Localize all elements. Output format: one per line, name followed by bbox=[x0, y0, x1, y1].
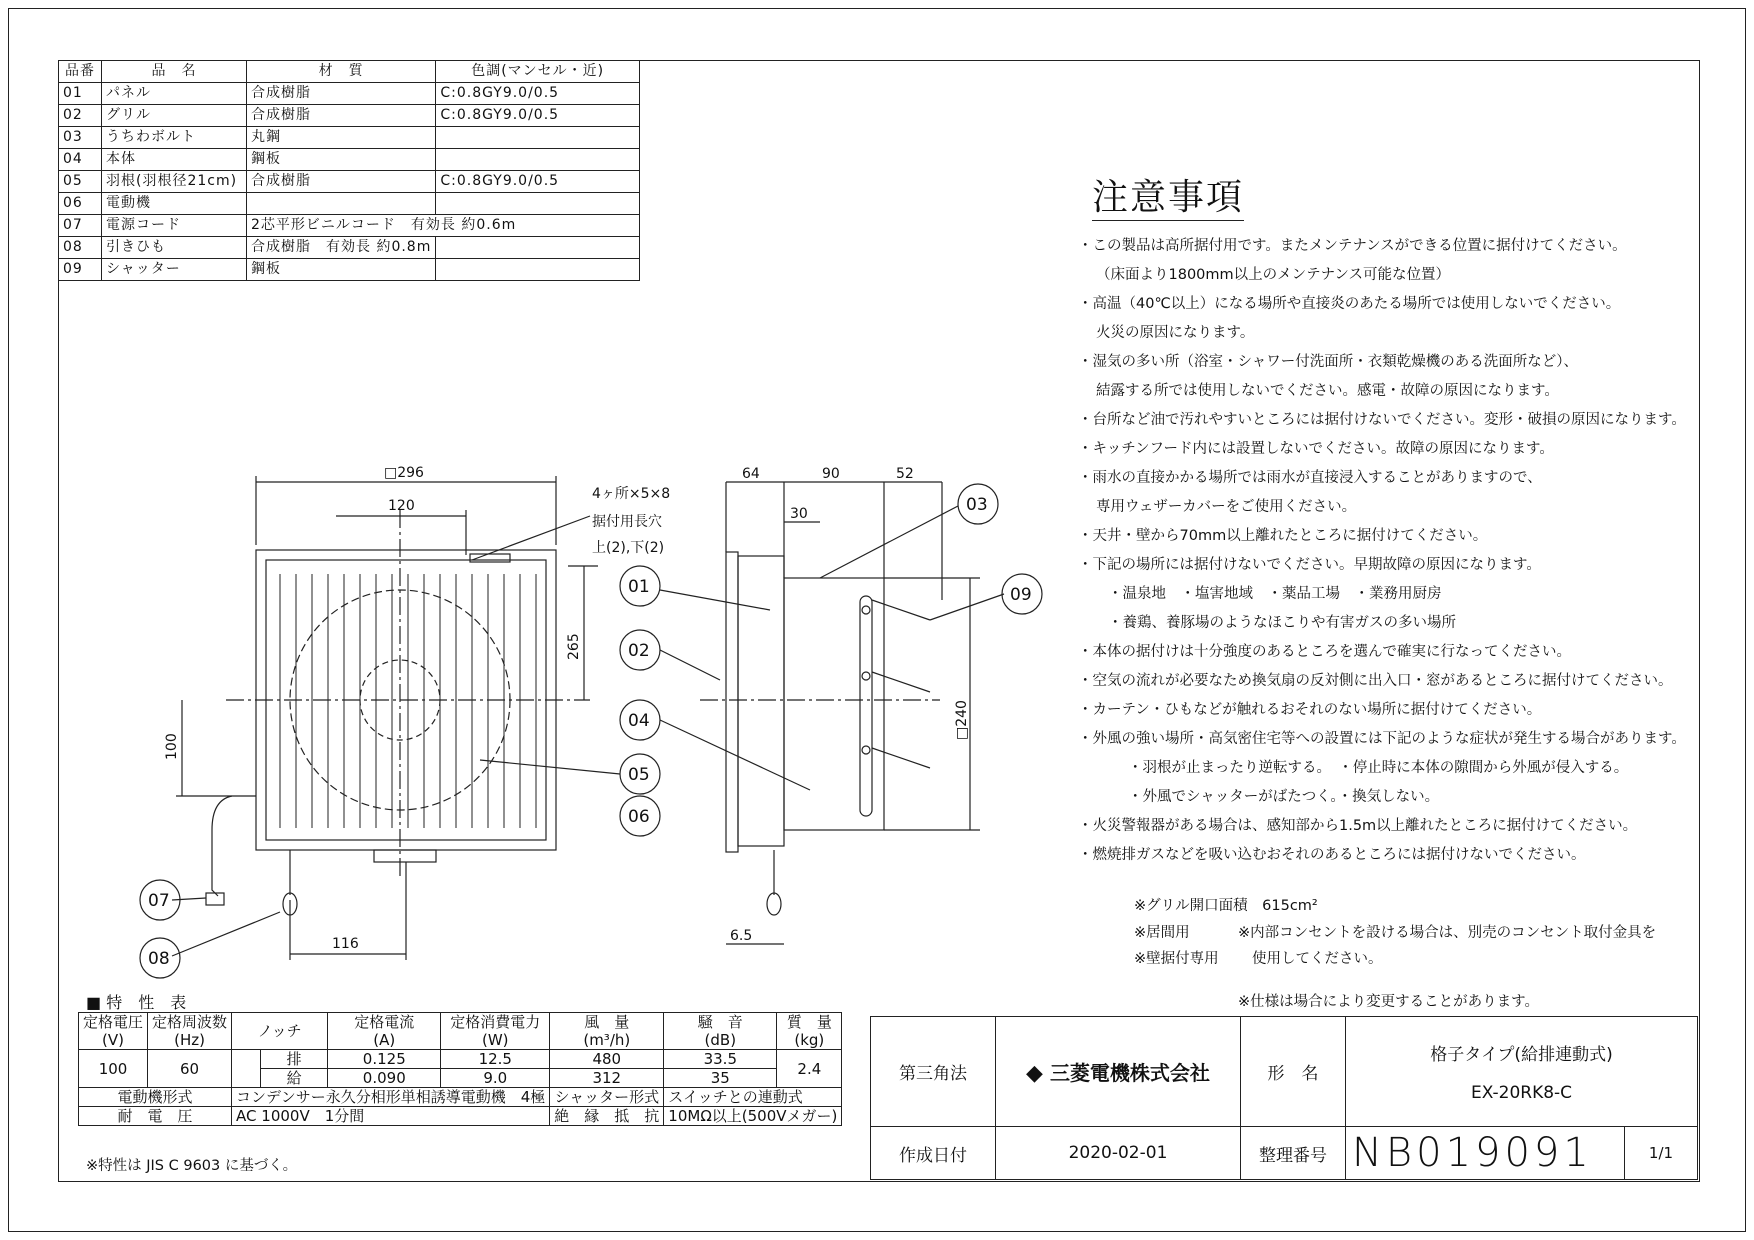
part-name: 電源コード bbox=[102, 215, 247, 237]
dim-52: 52 bbox=[896, 466, 914, 482]
note-line: ・台所など油で汚れやすいところには据付けないでください。変形・破損の原因になります。 bbox=[1078, 412, 1686, 428]
part-name: 本体 bbox=[102, 149, 247, 171]
part-material: 鋼板 bbox=[247, 149, 436, 171]
power-cord bbox=[212, 796, 256, 896]
note-line: ・燃焼排ガスなどを吸い込むおそれのあるところには据付けないでください。 bbox=[1078, 847, 1586, 863]
part-no: 02 bbox=[59, 105, 102, 127]
part-name: グリル bbox=[102, 105, 247, 127]
air-supply: 312 bbox=[550, 1069, 664, 1088]
outlet-note-2: 使用してください。 bbox=[1252, 951, 1383, 967]
note-line: 火災の原因になります。 bbox=[1096, 325, 1255, 341]
balloon-01: 01 bbox=[628, 577, 650, 597]
current-supply: 0.090 bbox=[328, 1069, 441, 1088]
voltage-value: 100 bbox=[79, 1050, 148, 1088]
part-material: 2芯平形ビニルコード 有効長 約0.6m bbox=[247, 215, 640, 237]
current-exhaust: 0.125 bbox=[328, 1050, 441, 1069]
dim-296: □296 bbox=[384, 465, 424, 481]
side-slot bbox=[860, 596, 872, 816]
h-power: 定格消費電力 (W) bbox=[441, 1013, 550, 1050]
dim-6-5: 6.5 bbox=[730, 928, 753, 944]
part-color: C:0.8GY9.0/0.5 bbox=[436, 105, 640, 127]
date-label: 作成日付 bbox=[871, 1127, 996, 1180]
hole-note-line2: 据付用長穴 bbox=[592, 514, 662, 530]
spec-title: ■ 特 性 表 bbox=[86, 993, 187, 1012]
part-no: 03 bbox=[59, 127, 102, 149]
dim-64: 64 bbox=[742, 466, 760, 482]
shutter-blade-1 bbox=[872, 600, 930, 620]
shutter-label: シャッター形式 bbox=[550, 1088, 664, 1107]
header-part-name: 品 名 bbox=[102, 61, 247, 83]
part-material: 合成樹脂 bbox=[247, 105, 436, 127]
side-screw-3 bbox=[862, 746, 870, 754]
insulation-value: 10MΩ以上(500Vメガー) bbox=[664, 1107, 842, 1126]
part-no: 05 bbox=[59, 171, 102, 193]
product-name: 格子タイプ(給排連動式) bbox=[1430, 1045, 1613, 1065]
side-panel bbox=[726, 552, 738, 852]
note-line: ・この製品は高所据付用です。またメンテナンスができる位置に据付けてください。 bbox=[1078, 238, 1627, 254]
leader-01 bbox=[660, 590, 770, 610]
part-material: 合成樹脂 bbox=[247, 83, 436, 105]
jis-note: ※特性は JIS C 9603 に基づく。 bbox=[86, 1158, 298, 1174]
dim-100: 100 bbox=[164, 733, 180, 760]
leader-08 bbox=[172, 912, 280, 956]
balloon-04: 04 bbox=[628, 711, 650, 731]
power-exhaust: 12.5 bbox=[441, 1050, 550, 1069]
living-room-note: ※居間用 bbox=[1134, 925, 1190, 941]
part-name: 羽根(羽根径21cm) bbox=[102, 171, 247, 193]
h-freq: 定格周波数 (Hz) bbox=[148, 1013, 232, 1050]
note-line: ・羽根が止まったり逆転する。 ・停止時に本体の隙間から外風が侵入する。 bbox=[1128, 760, 1629, 776]
mass-value: 2.4 bbox=[777, 1050, 842, 1088]
projection-label: 第三角法 bbox=[871, 1017, 996, 1127]
notch-supply: 給 bbox=[261, 1069, 328, 1088]
outlet-note-1: ※内部コンセントを設ける場合は、別売のコンセント取付金具を bbox=[1238, 925, 1657, 941]
h-air: 風 量 (m³/h) bbox=[550, 1013, 664, 1050]
noise-exhaust: 33.5 bbox=[664, 1050, 777, 1069]
header-color: 色調(マンセル・近) bbox=[436, 61, 640, 83]
balloon-03: 03 bbox=[966, 495, 988, 515]
side-grill bbox=[738, 556, 784, 846]
header-part-no: 品番 bbox=[59, 61, 102, 83]
wall-mount-note: ※壁据付専用 bbox=[1134, 951, 1219, 967]
part-no: 07 bbox=[59, 215, 102, 237]
note-line: ・養鶏、養豚場のようなほこりや有害ガスの多い場所 bbox=[1108, 615, 1456, 631]
part-no: 06 bbox=[59, 193, 102, 215]
side-pull-knob bbox=[767, 893, 781, 915]
power-supply: 9.0 bbox=[441, 1069, 550, 1088]
h-current: 定格電流 (A) bbox=[328, 1013, 441, 1050]
sheet-number: 1/1 bbox=[1625, 1127, 1698, 1180]
notch-exhaust: 排 bbox=[261, 1050, 328, 1069]
product-model bbox=[1346, 1017, 1698, 1127]
note-line: ・下記の場所には据付けないでください。早期故障の原因になります。 bbox=[1078, 557, 1541, 573]
part-name: 電動機 bbox=[102, 193, 247, 215]
drawing-number: NB019091 bbox=[1346, 1127, 1625, 1180]
grill-area-note: ※グリル開口面積 615cm² bbox=[1134, 898, 1318, 914]
h-notch: ノッチ bbox=[232, 1013, 328, 1050]
shutter-blade-2 bbox=[872, 672, 930, 692]
balloon-09: 09 bbox=[1010, 585, 1032, 605]
side-screw-2 bbox=[862, 672, 870, 680]
part-no: 01 bbox=[59, 83, 102, 105]
notes-title: 注意事項 bbox=[1092, 178, 1244, 221]
note-line: ・カーテン・ひもなどが触れるおそれのない場所に据付けてください。 bbox=[1078, 702, 1542, 718]
hole-note-line1: 4ヶ所×5×8 bbox=[592, 486, 671, 502]
note-line: ・火災警報器がある場合は、感知部から1.5m以上離れたところに据付けてください。 bbox=[1078, 818, 1638, 834]
part-no: 09 bbox=[59, 259, 102, 281]
leader-04 bbox=[660, 720, 810, 790]
note-line: ・外風でシャッターがばたつく。・換気しない。 bbox=[1128, 789, 1440, 805]
h-mass: 質 量 (kg) bbox=[777, 1013, 842, 1050]
note-line: 結露する所では使用しないでください。感電・故障の原因になります。 bbox=[1096, 383, 1559, 399]
note-line: ・雨水の直接かかる場所では雨水が直接浸入することがありますので、 bbox=[1078, 470, 1542, 486]
side-screw-1 bbox=[862, 606, 870, 614]
motor-label: 電動機形式 bbox=[79, 1088, 232, 1107]
noise-supply: 35 bbox=[664, 1069, 777, 1088]
shutter-blade-3 bbox=[872, 748, 930, 768]
number-label: 整理番号 bbox=[1241, 1127, 1346, 1180]
part-name: うちわボルト bbox=[102, 127, 247, 149]
power-plug bbox=[206, 893, 224, 905]
part-no: 04 bbox=[59, 149, 102, 171]
balloon-02: 02 bbox=[628, 641, 650, 661]
note-line: ・空気の流れが必要なため換気扇の反対側に出入口・窓があるところに据付けてください。 bbox=[1078, 673, 1673, 689]
part-material: 合成樹脂 有効長 約0.8m bbox=[247, 237, 436, 259]
dim-90: 90 bbox=[822, 466, 840, 482]
leader-05 bbox=[480, 760, 620, 774]
note-line: ・天井・壁から70mm以上離れたところに据付けてください。 bbox=[1078, 528, 1488, 544]
note-line: ・温泉地 ・塩害地域 ・薬品工場 ・業務用厨房 bbox=[1108, 586, 1442, 602]
notch-blank bbox=[232, 1050, 261, 1088]
part-no: 08 bbox=[59, 237, 102, 259]
side-body bbox=[784, 578, 884, 830]
leader-02 bbox=[660, 650, 720, 680]
part-material: 丸鋼 bbox=[247, 127, 436, 149]
note-line: （床面より1800mm以上のメンテナンス可能な位置） bbox=[1096, 267, 1450, 283]
header-material: 材 質 bbox=[247, 61, 436, 83]
mitsubishi-logo-icon: ◆ bbox=[1026, 1061, 1043, 1086]
model-number: EX-20RK8-C bbox=[1470, 1083, 1573, 1103]
balloon-05: 05 bbox=[628, 765, 650, 785]
company-name: ◆ 三菱電機株式会社 bbox=[996, 1017, 1241, 1127]
part-color: C:0.8GY9.0/0.5 bbox=[436, 83, 640, 105]
model-label: 形 名 bbox=[1241, 1017, 1346, 1127]
hole-note-line3: 上(2),下(2) bbox=[592, 540, 665, 556]
note-line: ・湿気の多い所（浴室・シャワー付洗面所・衣類乾燥機のある洗面所など）、 bbox=[1078, 354, 1578, 370]
title-block bbox=[870, 1016, 1698, 1180]
motor-value: コンデンサー永久分相形単相誘導電動機 4極 bbox=[232, 1088, 550, 1107]
h-voltage: 定格電圧 (V) bbox=[79, 1013, 148, 1050]
balloon-08: 08 bbox=[148, 949, 170, 969]
note-line: ・本体の据付けは十分強度のあるところを選んで確実に行なってください。 bbox=[1078, 644, 1571, 660]
spec-table bbox=[78, 1012, 842, 1126]
note-line: ・キッチンフード内には設置しないでください。故障の原因になります。 bbox=[1078, 441, 1554, 457]
part-color: C:0.8GY9.0/0.5 bbox=[436, 171, 640, 193]
dim-240: □240 bbox=[954, 700, 970, 740]
dim-30: 30 bbox=[790, 506, 808, 522]
dim-265: 265 bbox=[566, 633, 582, 660]
note-line: 専用ウェザーカバーをご使用ください。 bbox=[1096, 499, 1357, 515]
h-noise: 騒 音 (dB) bbox=[664, 1013, 777, 1050]
dim-116: 116 bbox=[332, 936, 359, 952]
note-line: ・外風の強い場所・高気密住宅等への設置には下記のような症状が発生する場合があります。 bbox=[1078, 731, 1686, 747]
dim-120: 120 bbox=[388, 498, 415, 514]
spec-change-note: ※仕様は場合により変更することがあります。 bbox=[1238, 994, 1539, 1010]
leader-07 bbox=[172, 898, 206, 900]
grille-bars bbox=[280, 574, 536, 828]
date-value: 2020-02-01 bbox=[996, 1127, 1241, 1180]
part-material: 合成樹脂 bbox=[247, 171, 436, 193]
withstand-value: AC 1000V 1分間 bbox=[232, 1107, 550, 1126]
balloon-07: 07 bbox=[148, 891, 170, 911]
balloon-06: 06 bbox=[628, 807, 650, 827]
part-name: 引きひも bbox=[102, 237, 247, 259]
shutter-value: スイッチとの連動式 bbox=[664, 1088, 842, 1107]
insulation-label: 絶 縁 抵 抗 bbox=[550, 1107, 664, 1126]
leader-03 bbox=[820, 506, 958, 578]
part-name: シャッター bbox=[102, 259, 247, 281]
note-line: ・高温（40℃以上）になる場所や直接炎のあたる場所では使用しないでください。 bbox=[1078, 296, 1621, 312]
withstand-label: 耐 電 圧 bbox=[79, 1107, 232, 1126]
part-name: パネル bbox=[102, 83, 247, 105]
part-material: 鋼板 bbox=[247, 259, 436, 281]
air-exhaust: 480 bbox=[550, 1050, 664, 1069]
freq-value: 60 bbox=[148, 1050, 232, 1088]
pull-cord-box bbox=[374, 850, 436, 862]
leader-09 bbox=[930, 594, 1004, 620]
